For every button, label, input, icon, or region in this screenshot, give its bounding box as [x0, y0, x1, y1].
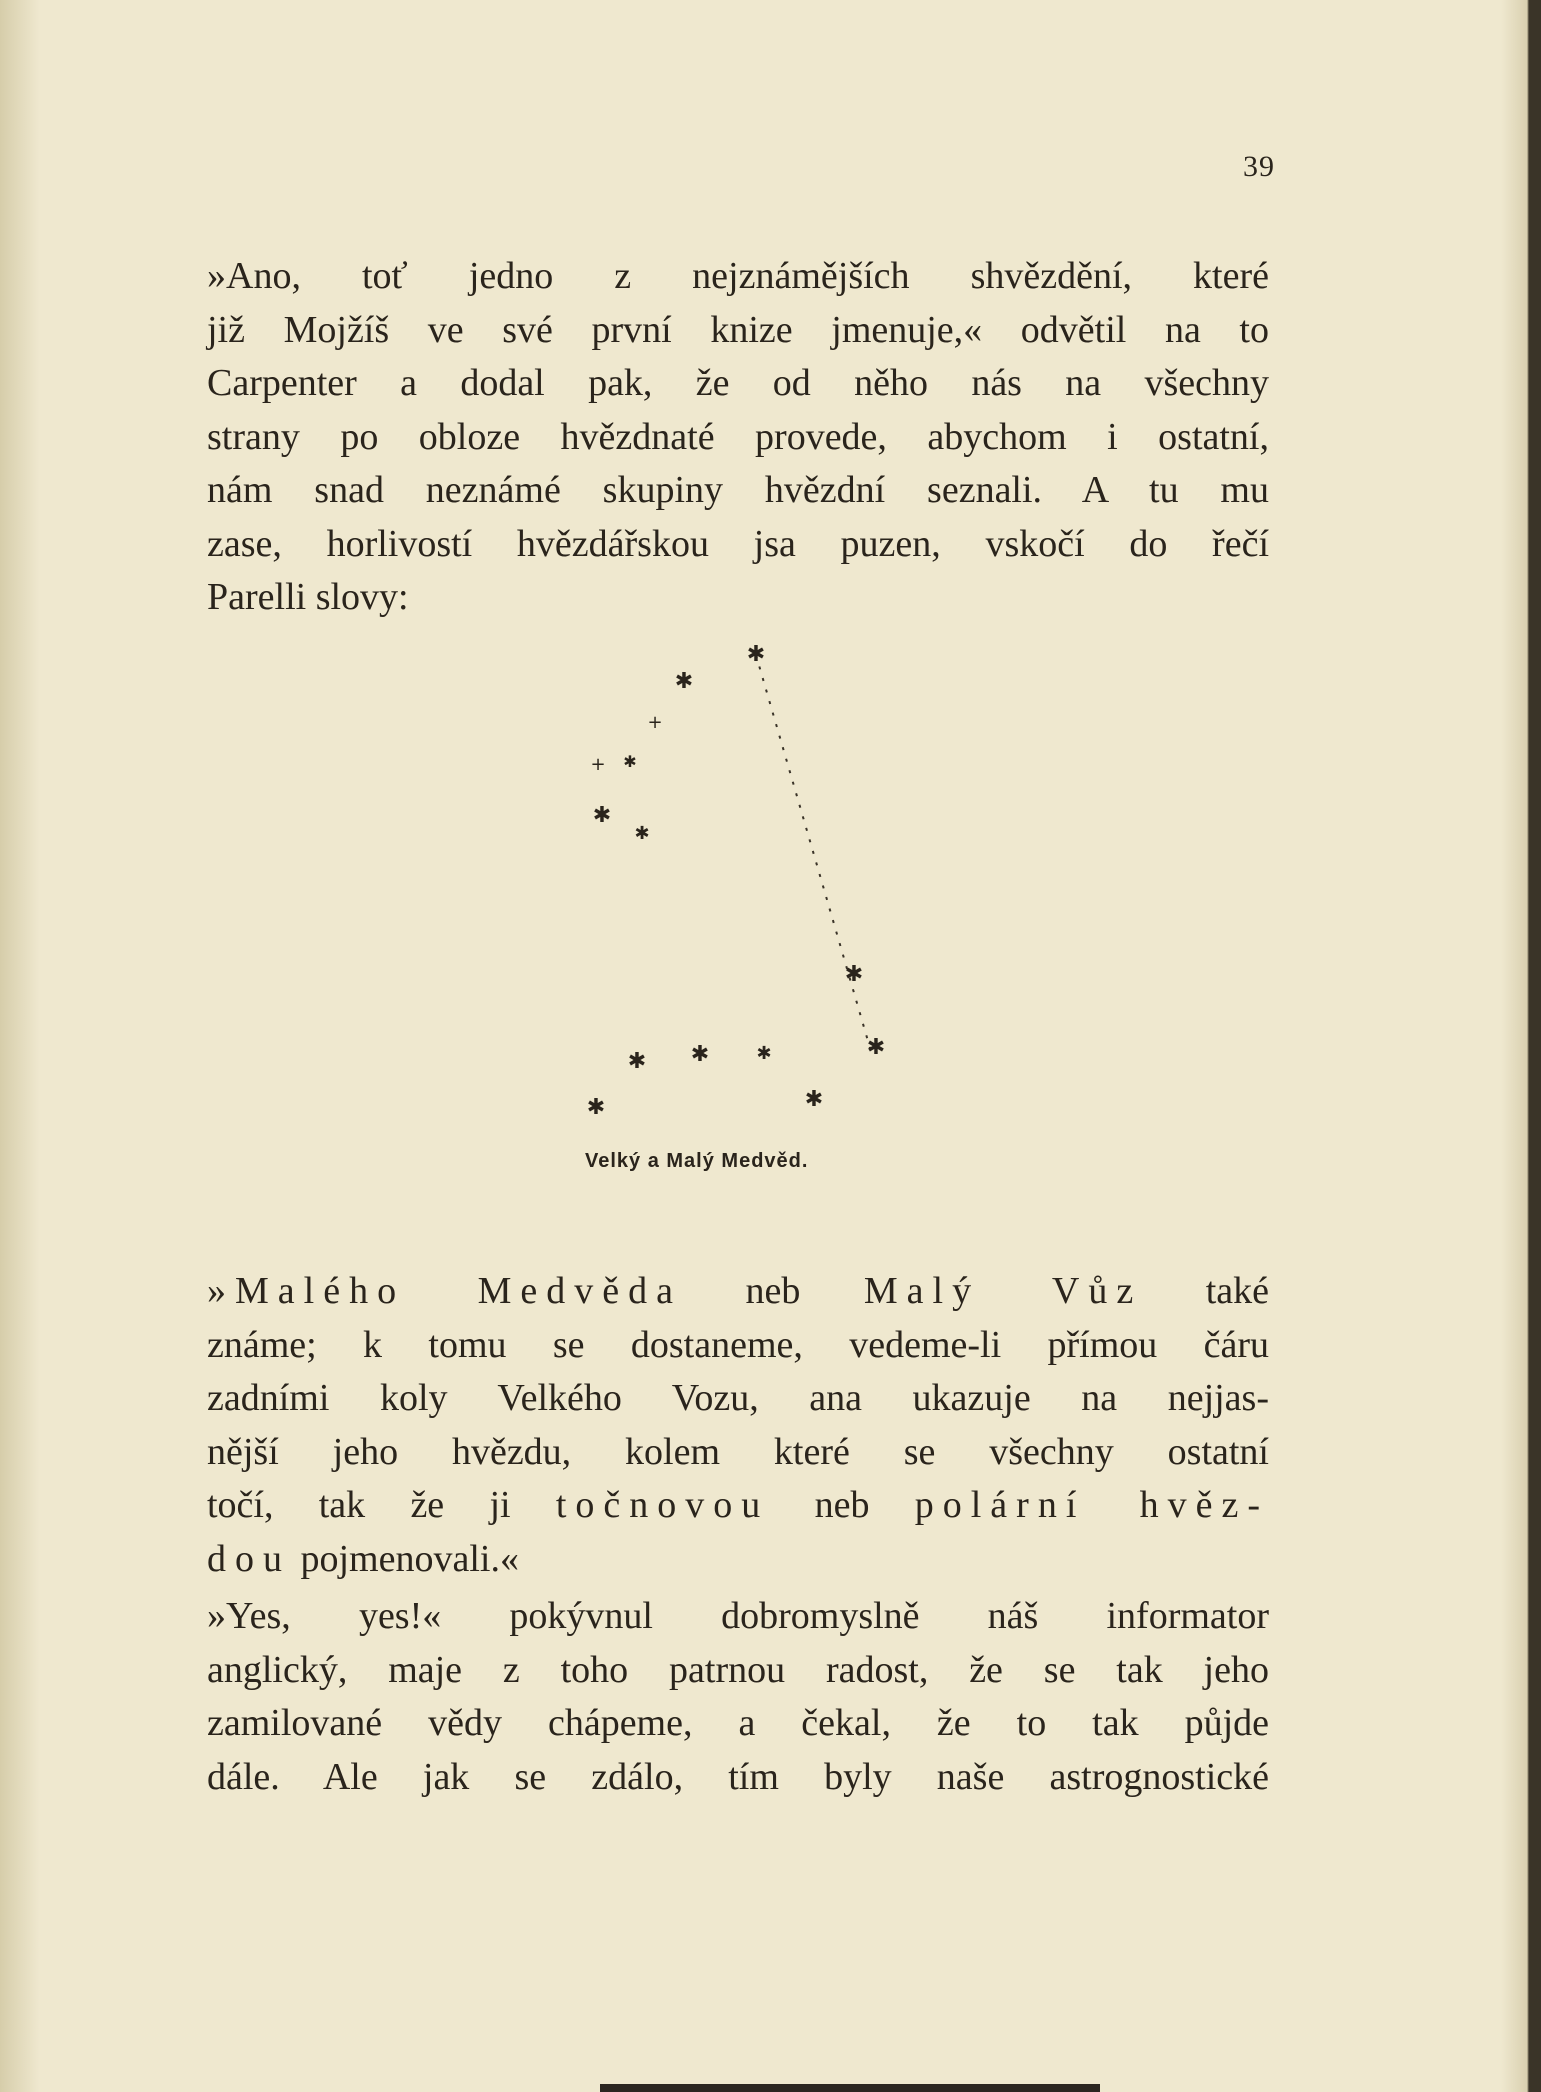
text-line: »Yes, yes!« pokývnul dobromyslně náš informator	[207, 1595, 1269, 1637]
text-line: Carpenter a dodal pak, že od něho nás na všechny	[207, 362, 1269, 404]
text-line: dále. Ale jak se zdálo, tím byly naše astrognostické	[207, 1755, 1269, 1798]
text-line: nám snad neznámé skupiny hvězdní seznali. A tu mu	[207, 469, 1269, 511]
star-icon: ✱	[690, 1042, 710, 1067]
star-icon: ✱	[844, 962, 864, 987]
emphasis: točnovou	[555, 1484, 770, 1526]
text-line	[207, 1533, 1269, 1587]
page-edge-bottom	[600, 2084, 1100, 2092]
paragraph-1	[207, 250, 1269, 625]
star-icon: ✱	[634, 823, 650, 844]
text-span: točí, tak že ji	[207, 1484, 511, 1526]
star-icon: ✱	[627, 1049, 647, 1074]
paragraph-3	[207, 1590, 1269, 1804]
star-icon: ✱	[746, 642, 766, 667]
text-span: také	[1205, 1270, 1270, 1312]
emphasis: »Malého Medvěda	[207, 1270, 682, 1312]
emphasis: Malý Vůz	[863, 1270, 1143, 1312]
plus-icon: +	[590, 754, 606, 775]
page-edge-left	[0, 0, 40, 2092]
emphasis: polární hvěz-	[914, 1484, 1270, 1526]
text-line: anglický, maje z toho patrnou radost, že se tak jeho	[207, 1648, 1269, 1691]
star-icon: ✱	[592, 803, 612, 828]
constellation-figure	[560, 630, 940, 1130]
text-line: »Ano, toť jedno z nejznámějších shvězdění, které	[207, 255, 1269, 297]
star-icon: ✱	[866, 1035, 886, 1060]
plus-icon: +	[647, 712, 663, 733]
text-line	[207, 1265, 1269, 1319]
emphasis: dou	[207, 1537, 291, 1580]
star-icon: ✱	[756, 1043, 772, 1064]
star-icon: ✱	[586, 1095, 606, 1120]
paragraph-2	[207, 1265, 1269, 1586]
text-line: zadními koly Velkého Vozu, ana ukazuje na nejjas-	[207, 1377, 1269, 1419]
text-line: Parelli slovy:	[207, 576, 409, 618]
star-icon: ✱	[623, 752, 637, 771]
text-span: pojmenovali.«	[300, 1537, 519, 1580]
text-span: neb	[745, 1270, 801, 1312]
star-icon: ✱	[804, 1087, 824, 1112]
text-line	[207, 1479, 1269, 1533]
star-icon: ✱	[674, 669, 694, 694]
text-line: nější jeho hvězdu, kolem které se všechny ostatní	[207, 1430, 1269, 1473]
text-line: známe; k tomu se dostaneme, vedeme-li přímou čáru	[207, 1323, 1269, 1366]
text-line: zamilované vědy chápeme, a čekal, že to tak půjde	[207, 1702, 1269, 1744]
page-edge-right	[1501, 0, 1541, 2092]
page-number: 39	[1243, 150, 1275, 183]
text-span: neb	[814, 1484, 870, 1526]
text-line: zase, horlivostí hvězdářskou jsa puzen, vskočí do řečí	[207, 522, 1269, 565]
text-line: již Mojžíš ve své první knize jmenuje,« odvětil na to	[207, 308, 1269, 351]
text-line: strany po obloze hvězdnaté provede, abychom i ostatní,	[207, 415, 1269, 458]
figure-caption: Velký a Malý Medvěd.	[585, 1150, 809, 1172]
